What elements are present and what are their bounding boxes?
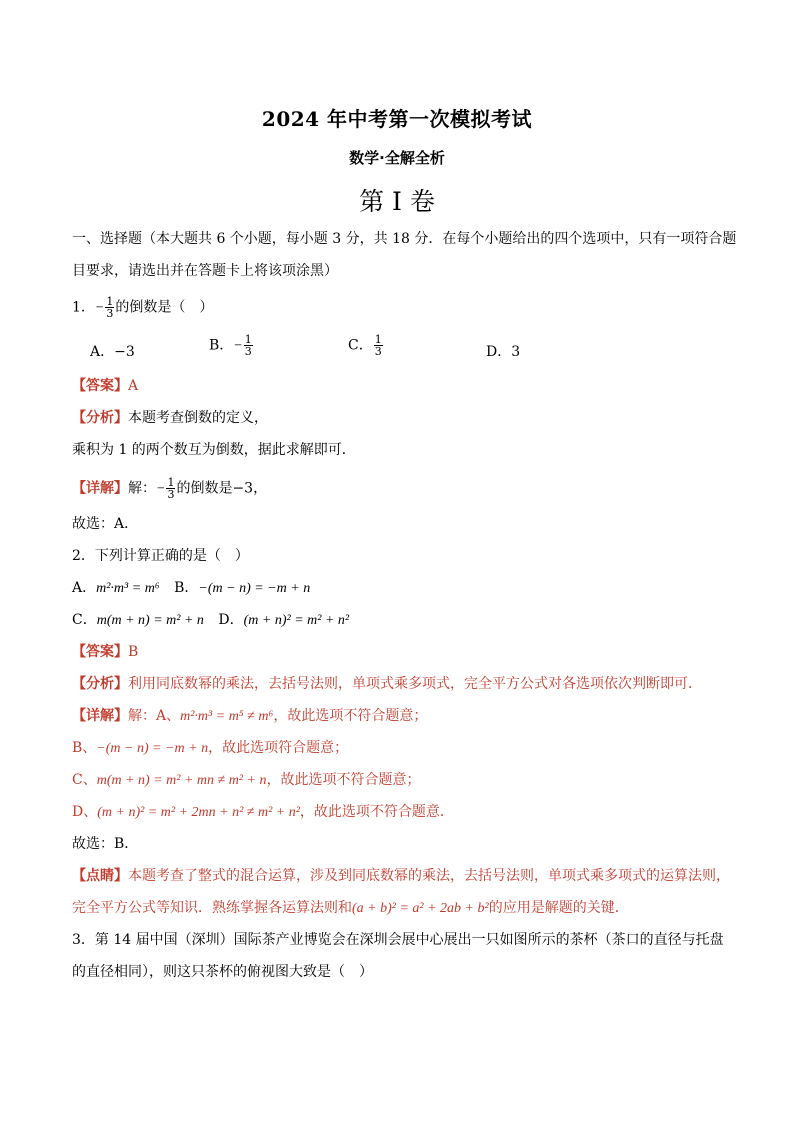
q2-detail-c: C、m(m + n) = m² + mn ≠ m² + n，故此选项不符合题意； <box>72 772 421 788</box>
q2-options-ab: A．m²·m³ = m⁶ B．−(m − n) = −m + n <box>72 580 311 596</box>
detail-tag: 【详解】 <box>72 480 128 497</box>
q2-point <box>72 866 730 886</box>
q2-choose: 故选：B． <box>72 836 139 852</box>
q2-analysis <box>72 674 702 694</box>
q2-option-d: (m + n)² = m² + n² <box>243 613 350 628</box>
q1-analysis <box>72 408 268 428</box>
volume-heading: 第 I 卷 <box>359 187 435 216</box>
answer-tag: 【答案】 <box>72 378 128 394</box>
q2-analysis-text: 利用同底数幂的乘法，去括号法则，单项式乘多项式，完全平方公式对各选项依次判断即可． <box>128 676 702 692</box>
q1-answer <box>72 376 138 396</box>
q1-neg: − <box>94 300 105 316</box>
page-subtitle: 数学·全解全析 <box>349 149 445 167</box>
q2-detail-a: 【详解】解：A、m²·m³ = m⁵ ≠ m⁶，故此选项不符合题意； <box>72 708 428 724</box>
q1-choose: 故选：A． <box>72 516 139 532</box>
q2-answer-value: B <box>128 644 139 660</box>
q1-detail: 【详解】解：− $\frac{1}{3}$ 的倒数是−3， <box>72 476 268 501</box>
point-tag: 【点睛】 <box>72 868 128 884</box>
q3-stem-line2: 的直径相同），则这只茶杯的俯视图大致是（ ） <box>72 964 373 980</box>
q2-stem: 2．下列计算正确的是（ ） <box>72 548 249 564</box>
detail-tag: 【详解】 <box>72 708 128 724</box>
q1-stem <box>72 296 213 319</box>
q1-option-b: B．− $\frac{1}{3}$ <box>209 333 252 358</box>
q2-option-a: m²·m³ = m⁶ <box>96 581 160 596</box>
q3-stem-line1: 3．第 14 届中国（深圳）国际茶产业博览会在深圳会展中心展出一只如图所示的茶杯（茶口的直径与托盘 <box>72 932 724 948</box>
q2-option-b: −(m − n) = −m + n <box>198 581 311 596</box>
analysis-tag: 【分析】 <box>72 676 128 692</box>
q1-analysis-text: 本题考查倒数的定义， <box>128 410 268 426</box>
q2-point-line2: 完全平方公式等知识．熟练掌握各运算法则和(a + b)² = a² + 2ab + b²的应用是解题的关键． <box>72 900 629 916</box>
page-title: 2024 年中考第一次模拟考试 <box>261 107 533 131</box>
q1-fraction: $\frac{1}{3}$ <box>106 295 114 320</box>
q1-stem-tail: 的倒数是（ ） <box>115 299 214 316</box>
q1-option-d: D．3 <box>486 344 521 360</box>
q2-detail-b: B、−(m − n) = −m + n，故此选项符合题意； <box>72 740 349 756</box>
section-instructions-line1: 一、选择题（本大题共 6 个小题，每小题 3 分，共 18 分．在每个小题给出的四个选项中，只有一项符合题 <box>72 231 737 247</box>
q1-number: 1． <box>72 299 95 316</box>
q2-option-c: m(m + n) = m² + n <box>96 613 204 628</box>
q1-analysis-line2: 乘积为 1 的两个数互为倒数，据此求解即可． <box>72 442 356 458</box>
q1-option-a: A．−3 <box>90 344 135 360</box>
q2-point-text: 本题考查了整式的混合运算，涉及到同底数幂的乘法，去括号法则，单项式乘多项式的运算法则， <box>128 868 730 884</box>
q1-option-c: C． $\frac{1}{3}$ <box>348 333 382 358</box>
q2-answer <box>72 642 138 662</box>
analysis-tag: 【分析】 <box>72 410 128 426</box>
q2-options-cd: C．m(m + n) = m² + n D．(m + n)² = m² + n² <box>72 612 350 628</box>
answer-tag: 【答案】 <box>72 644 128 660</box>
q1-answer-value: A <box>128 378 139 394</box>
q2-detail-d: D、(m + n)² = m² + 2mn + n² ≠ m² + n²，故此选项不符合题意． <box>72 804 454 820</box>
section-instructions-line2: 目要求，请选出并在答题卡上将该项涂黑） <box>72 263 338 279</box>
